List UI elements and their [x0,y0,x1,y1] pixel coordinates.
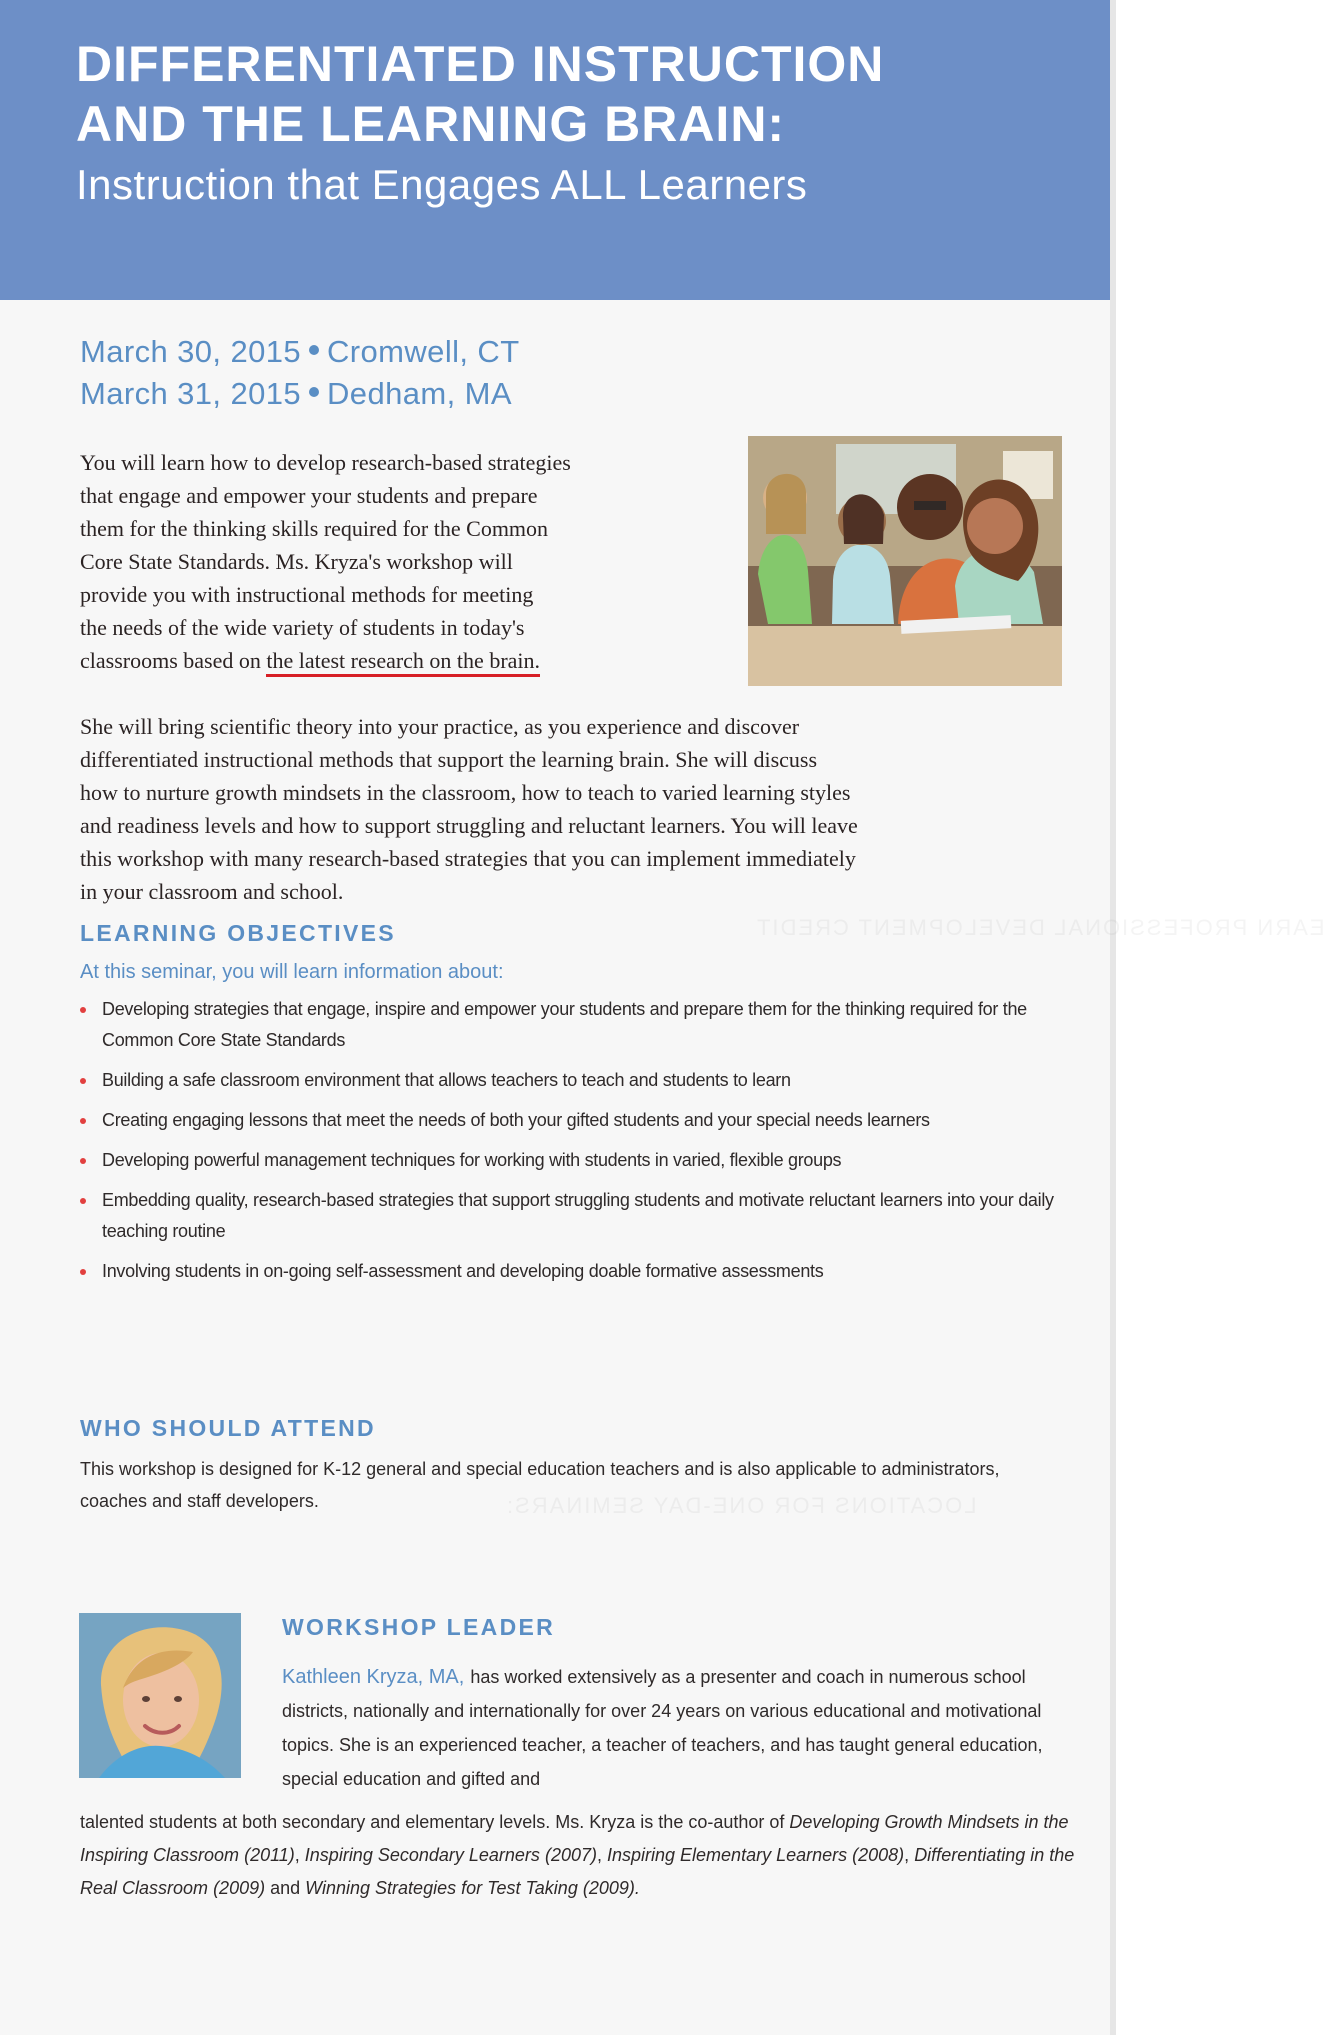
intro-paragraph [80,446,740,677]
objective-text: Creating engaging lessons that meet the needs of both your gifted students and your special needs learners [102,1110,930,1130]
book-title: Winning Strategies for Test Taking [305,1878,578,1898]
leader-bio-intro [282,1660,1092,1796]
header-banner [0,0,1110,300]
list-item [80,1185,1110,1247]
intro-line: You will learn how to develop research-based strategies [80,450,571,475]
title-line-2: AND THE LEARNING BRAIN: [76,96,786,152]
intro-line: them for the thinking skills required for the Common [80,516,549,541]
intro-continuation-line: differentiated instructional methods that support the learning brain. She will discuss [80,747,818,772]
title-line-1: DIFFERENTIATED INSTRUCTION [76,36,885,92]
intro-line: the needs of the wide variety of students in today's [80,615,525,640]
leader-bio-continuation: talented students at both secondary and elementary levels. Ms. Kryza is the co-author of Developing Growth Mindsets in the Inspiring Classroom (2011), Inspiring Secondary Learners (2007), Inspiring Elementary Learners (2008), Differentiating in the Real Classroom (2009) and Winning Strategies for Test Taking (2009). [80,1812,1075,1898]
list-item [80,1256,1110,1287]
bullet-icon [80,1078,86,1084]
intro-continuation-line: and readiness levels and how to support struggling and reluctant learners. You will leave [80,813,858,838]
book-title: Inspiring Secondary Learners [304,1845,540,1865]
intro-line: provide you with instructional methods for meeting [80,582,534,607]
event-date-1 [80,332,520,372]
list-item [80,994,1110,1056]
location-2: Dedham, MA [327,376,512,411]
leader-name: Kathleen Kryza, MA, [282,1666,465,1688]
highlighted-phrase: the latest research on the brain. [266,648,540,677]
leader-bio-part-2: talented students at both secondary and elementary levels. Ms. Kryza is the co-author of [80,1812,785,1832]
book-year: (2008) [852,1845,905,1865]
objective-text: Involving students in on-going self-assessment and developing doable formative assessments [102,1261,824,1281]
bullet-icon [309,387,319,397]
book-title: Differentiating in the Real Classroom [80,1845,1075,1898]
book-title: Inspiring Elementary Learners [607,1845,848,1865]
book-year: (2007) [544,1845,597,1865]
intro-continuation-line: how to nurture growth mindsets in the classroom, how to teach to varied learning styles [80,780,851,805]
workshop-leader-heading: WORKSHOP LEADER [282,1614,556,1640]
intro-line-7-start: classrooms based on [80,648,267,673]
event-date-2 [80,374,512,414]
objectives-lead: At this seminar, you will learn information about: [80,961,504,983]
date-1: March 30, 2015 [80,334,302,369]
ghost-bleed-2: LOCATIONS FOR ONE-DAY SEMINARS: [505,1493,977,1518]
bullet-icon [80,1198,86,1204]
objective-text: Embedding quality, research-based strategies that support struggling students and motivate reluctant learners into your daily teaching routine [102,1190,1054,1241]
leader-portrait-illustration [79,1613,241,1778]
objective-text: Building a safe classroom environment that allows teachers to teach and students to learn [102,1070,791,1090]
leader-portrait [79,1613,241,1778]
classroom-photo [748,436,1062,686]
book-year: (2009). [582,1878,640,1898]
who-should-attend-text: This workshop is designed for K-12 general and special education teachers and is also applicable to administrators, coaches and staff developers. [80,1459,1000,1511]
intro-continuation [80,710,1070,908]
objective-text: Developing powerful management techniques for working with students in varied, flexible groups [102,1150,842,1170]
learning-objectives-heading: LEARNING OBJECTIVES [80,920,396,946]
bullet-icon [80,1007,86,1013]
conjunction: and [270,1878,301,1898]
classroom-photo-illustration [748,436,1062,686]
leader-bio-part-1: has worked extensively as a presenter and coach in numerous school districts, nationally and internationally for over 24 years on various educational and motivational topics. She is an experienced teacher, a teacher of teachers, and has taught general education, special education and gifted and [282,1667,1043,1789]
list-item [80,1145,1110,1176]
list-item [80,1105,1110,1136]
book-year: (2011) [244,1845,295,1865]
intro-continuation-line: this workshop with many research-based strategies that you can implement immediately [80,846,856,871]
book-year: (2009) [213,1878,266,1898]
location-1: Cromwell, CT [327,334,520,369]
intro-continuation-line: She will bring scientific theory into your practice, as you experience and discover [80,714,800,739]
bullet-icon [309,345,319,355]
bullet-icon [80,1158,86,1164]
intro-continuation-line: in your classroom and school. [80,879,344,904]
date-2: March 31, 2015 [80,376,302,411]
book-title: Developing Growth Mindsets in the Inspiring Classroom [80,1812,1069,1865]
bullet-icon [80,1269,86,1275]
intro-line: that engage and empower your students and prepare [80,483,538,508]
list-item [80,1065,1110,1096]
objective-text: Developing strategies that engage, inspire and empower your students and prepare them for the thinking required for the Common Core State Standards [102,999,1027,1050]
page-subtitle: Instruction that Engages ALL Learners [76,161,808,208]
bullet-icon [80,1118,86,1124]
objectives-list [80,994,1110,1296]
who-should-attend-heading: WHO SHOULD ATTEND [80,1415,376,1441]
intro-line: Core State Standards. Ms. Kryza's workshop will [80,549,513,574]
page-title [76,34,884,154]
ghost-bleed-1: EARN PROFESSIONAL DEVELOPMENT CREDIT [755,915,1325,940]
